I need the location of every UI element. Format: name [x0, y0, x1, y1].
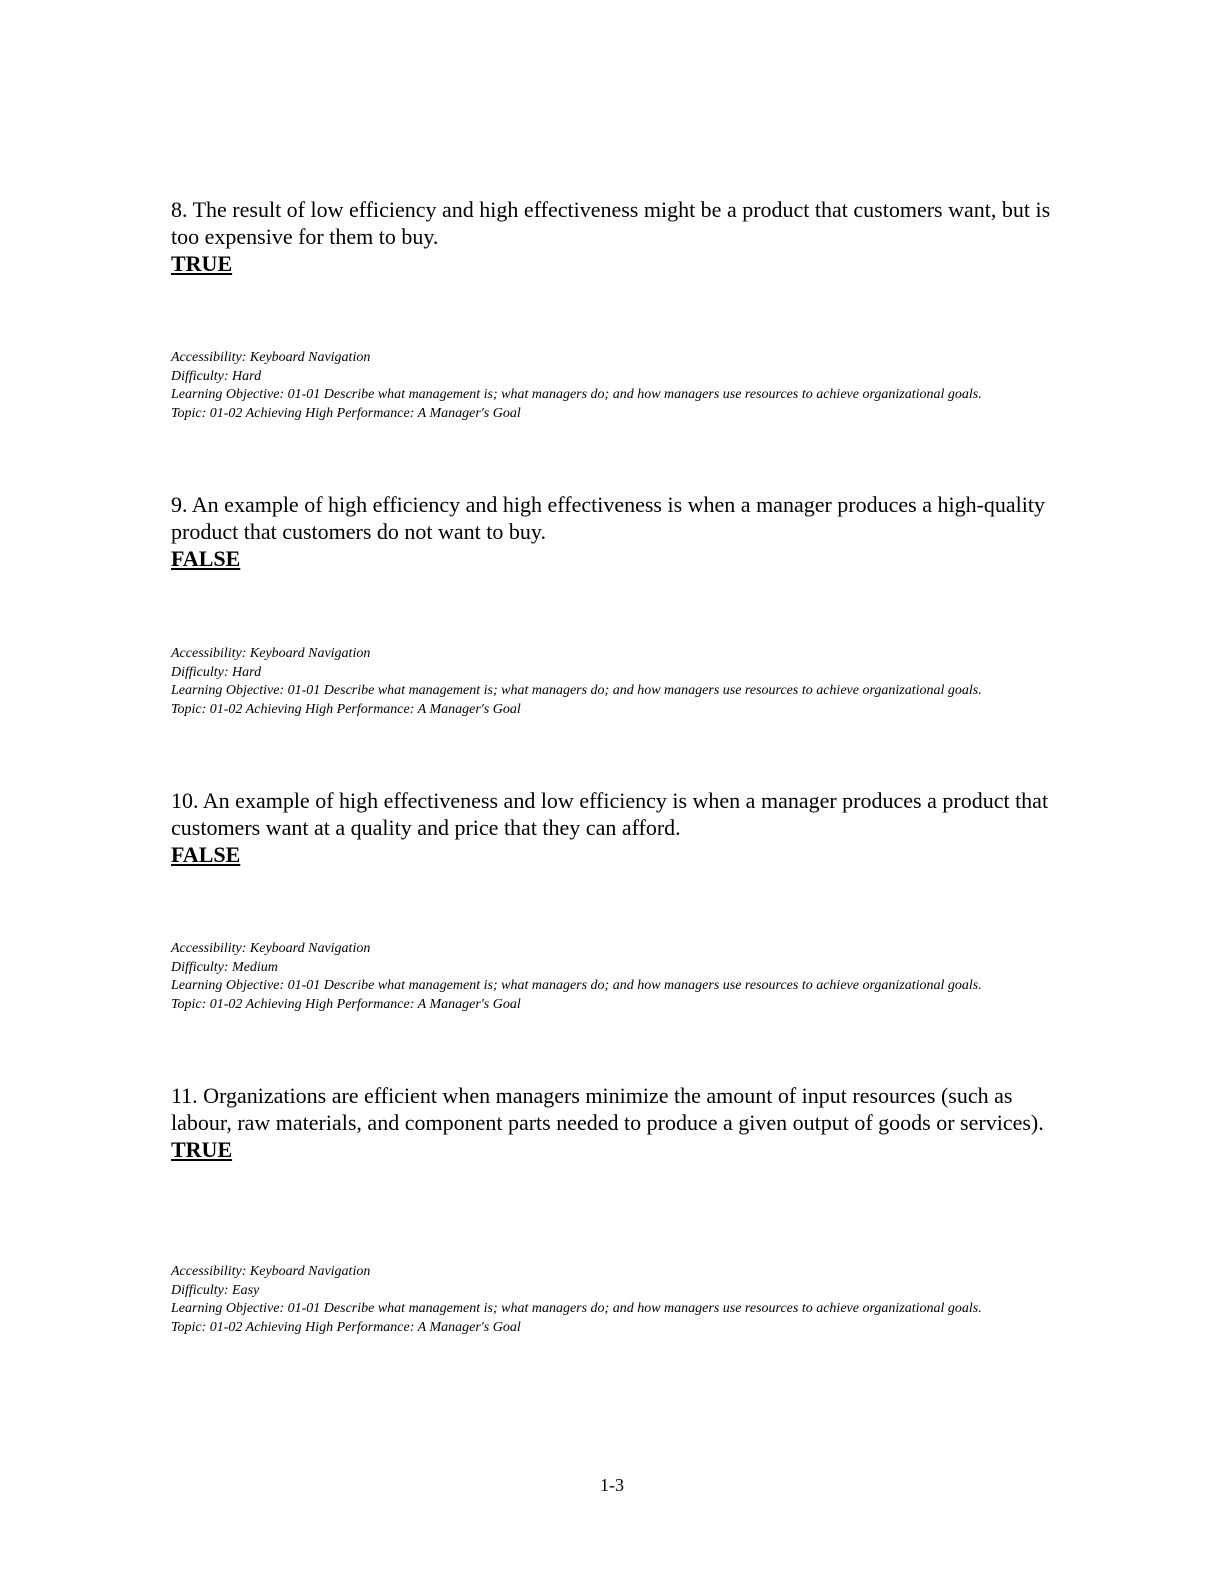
difficulty-tag: Difficulty: Medium — [171, 959, 278, 975]
accessibility-tag: Accessibility: Keyboard Navigation — [171, 1264, 371, 1279]
learning-objective-tag: Learning Objective: 01-01 Describe what management is; what managers do; and how managers use resources to achieve organizational goals. — [171, 1301, 982, 1316]
answer-label: TRUE — [171, 1137, 233, 1162]
accessibility-tag: Accessibility: Keyboard Navigation — [171, 646, 371, 661]
difficulty-tag: Difficulty: Hard — [171, 368, 262, 384]
topic-tag: Topic: 01-02 Achieving High Performance: A Manager's Goal — [171, 1319, 521, 1335]
question-text: 10. An example of high effectiveness and low efficiency is when a manager produces a product that customers want at a quality and price that they can afford. — [171, 788, 1049, 840]
answer-label: FALSE — [171, 546, 241, 571]
question-text: 9. An example of high efficiency and high effectiveness is when a manager produces a high-quality product that customers do not want to buy. — [171, 492, 1046, 544]
accessibility-tag: Accessibility: Keyboard Navigation — [171, 350, 371, 365]
answer-label: TRUE — [171, 251, 233, 276]
topic-tag: Topic: 01-02 Achieving High Performance: A Manager's Goal — [171, 701, 521, 717]
topic-tag: Topic: 01-02 Achieving High Performance: A Manager's Goal — [171, 405, 521, 421]
question-11 — [171, 1082, 1071, 1163]
question-8 — [171, 196, 1071, 277]
accessibility-tag: Accessibility: Keyboard Navigation — [171, 941, 371, 956]
topic-tag: Topic: 01-02 Achieving High Performance: A Manager's Goal — [171, 996, 521, 1012]
learning-objective-tag: Learning Objective: 01-01 Describe what management is; what managers do; and how managers use resources to achieve organizational goals. — [171, 978, 982, 993]
question-10 — [171, 787, 1071, 868]
question-11-metadata — [171, 1263, 1071, 1337]
difficulty-tag: Difficulty: Easy — [171, 1282, 260, 1298]
difficulty-tag: Difficulty: Hard — [171, 664, 262, 680]
question-8-metadata — [171, 349, 1071, 423]
question-text: 8. The result of low efficiency and high effectiveness might be a product that customers want, but is too expensive for them to buy. — [171, 197, 1051, 249]
page-number: 1-3 — [600, 1475, 624, 1495]
question-text: 11. Organizations are efficient when managers minimize the amount of input resources (such as labour, raw materials, and component parts needed to produce a given output of goods or services). — [171, 1083, 1044, 1135]
learning-objective-tag: Learning Objective: 01-01 Describe what management is; what managers do; and how managers use resources to achieve organizational goals. — [171, 387, 982, 402]
answer-label: FALSE — [171, 842, 241, 867]
learning-objective-tag: Learning Objective: 01-01 Describe what management is; what managers do; and how managers use resources to achieve organizational goals. — [171, 683, 982, 698]
question-9 — [171, 491, 1071, 572]
question-10-metadata — [171, 940, 1071, 1014]
question-9-metadata — [171, 645, 1071, 719]
